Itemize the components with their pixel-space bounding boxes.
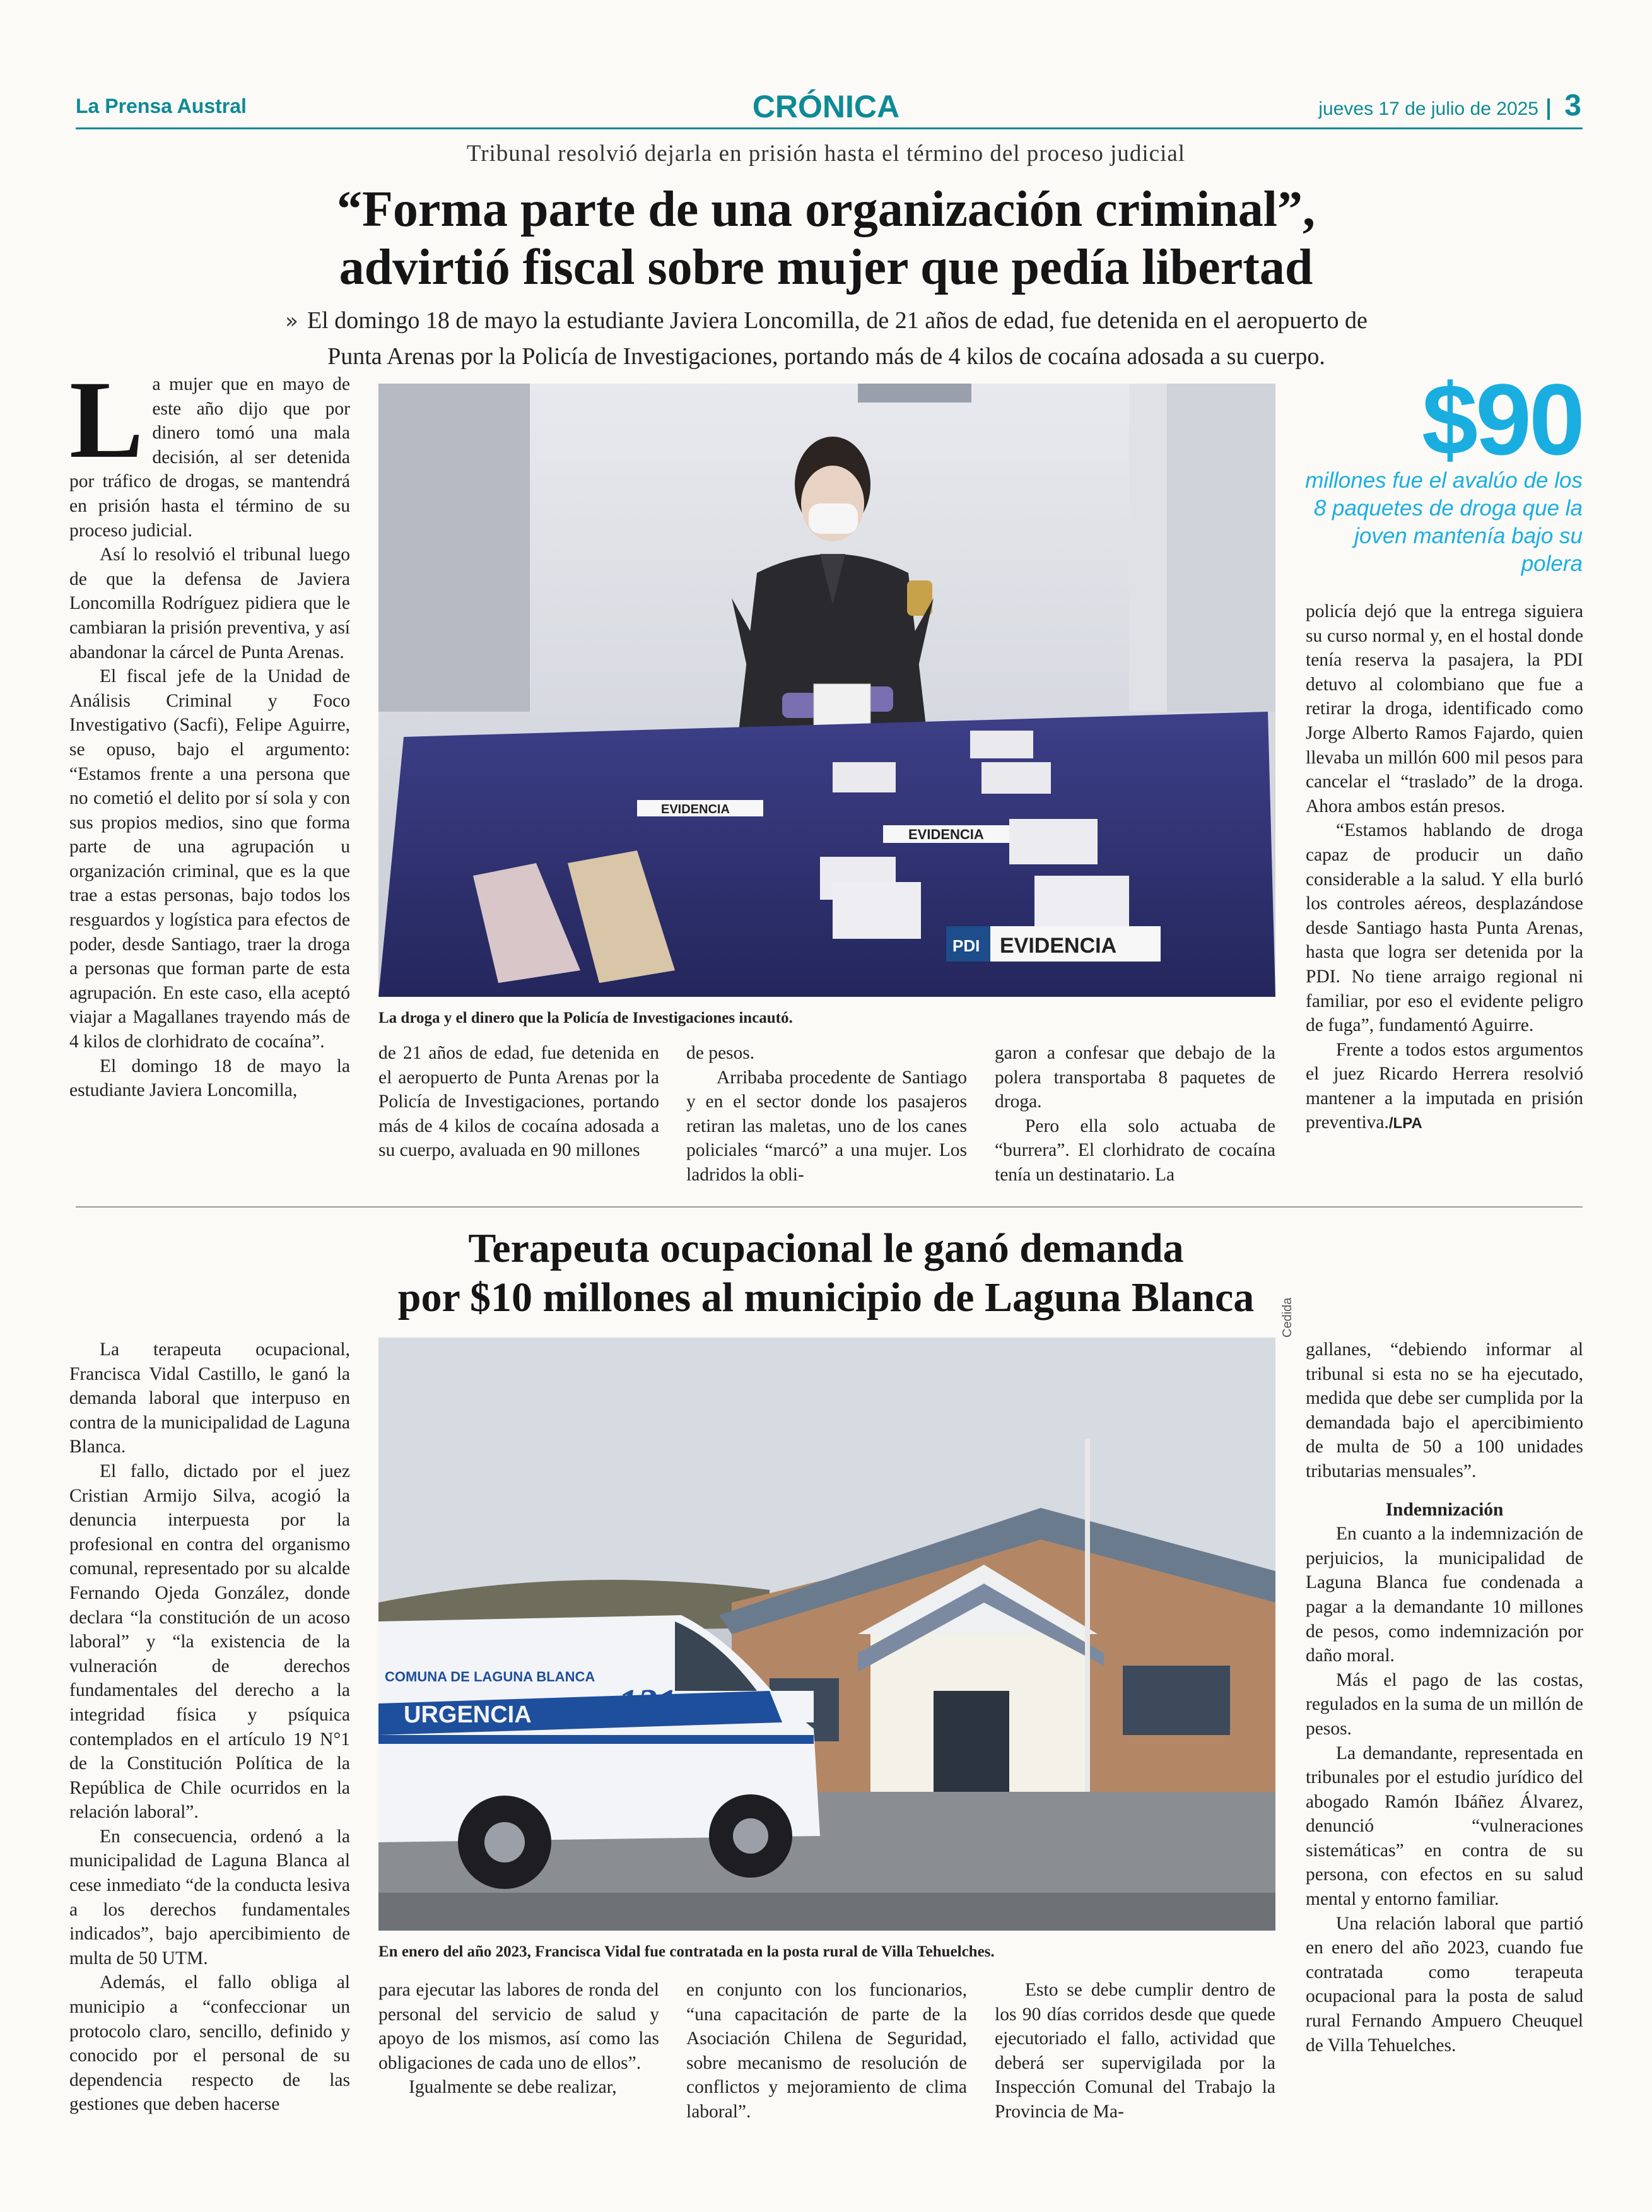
pull-figure-amount: $90 bbox=[1422, 363, 1583, 476]
story1-paragraph: “Estamos hablando de droga capaz de producir un daño considerable a la salud. Y ella burló los controles aéreos, desplazándose desde Santiago hasta Punta Arenas, hasta que logra ser detenida por la PDI. No tiene arraigo regional ni familiar, por eso el evidente peligro de fuga”, fundamentó Aguirre. bbox=[1306, 820, 1583, 1036]
story1-signature: /LPA bbox=[1388, 1115, 1422, 1132]
chevron-right-icon: » bbox=[285, 309, 298, 334]
story1-paragraph: policía dejó que la entrega siguiera su curso normal y, en el hostal donde tenía reserva la pasajera, la PDI detuvo al colombiano que fue a retirar la droga, identificado como Jorge Alberto Ramos Fajardo, quien llevaba un millón 600 mil pesos para cancelar el “traslado” de la droga. Ahora ambos están presos. bbox=[1306, 601, 1583, 816]
story1-paragraph: garon a confesar que debajo de la polera transportaba 8 paquetes de droga. bbox=[995, 1043, 1275, 1112]
page-number: 3 bbox=[1564, 89, 1581, 122]
story2-column-4 bbox=[995, 1978, 1275, 2124]
story2-subhead: Indemnización bbox=[1385, 1499, 1504, 1520]
story2-paragraph: Además, el fallo obliga al municipio a “confeccionar un protocolo claro, sencillo, definido y conocido por el personal de su dependencia respecto de las gestiones que deben hacerse bbox=[69, 1972, 350, 2115]
story1-paragraph: a mujer que en mayo de este año dijo que por dinero tomó una mala decisión, al ser detenida por tráfico de drogas, se mantendrá en prisión hasta el término de su proceso judicial. bbox=[69, 374, 350, 541]
story1-column-1 bbox=[69, 358, 350, 1103]
story1-paragraph: Frente a todos estos argumentos el juez Ricardo Herrera resolvió mantener a la imputada en prisión preventiva. bbox=[1306, 1039, 1583, 1133]
story1-paragraph: de 21 años de edad, fue detenida en el aeropuerto de Punta Arenas por la Policía de Investigaciones, portando más de 4 kilos de cocaína adosada a su cuerpo, avaluada en 90 millones bbox=[378, 1043, 659, 1161]
evidence-label-medium: EVIDENCIA bbox=[908, 827, 984, 842]
ambulance-number-text: 131 bbox=[618, 1682, 677, 1725]
story1-paragraph: El fiscal jefe de la Unidad de Análisis Criminal y Foco Investigativo (Sacfi), Felipe Aguirre, se opuso, bajo el argumento: “Estamos frente a una persona que no cometió el delito por sí sola y con sus propios medios, sino que forma parte de una agrupación u organización criminal, que es la que trae a estas personas, bajo todos los resguardos y logística para efectos de poder, desde Santiago, traer la droga a personas que forman parte de esta agrupación. En este caso, ella aceptó viajar a Magallanes trayendo más de 4 kilos de clorhidrato de cocaína”. bbox=[69, 666, 350, 1052]
story2-paragraph: En cuanto a la indemnización de perjuicios, la municipalidad de Laguna Blanca fue condenada a pagar a la demandante 10 millones de pesos, como indemnización por daño moral. bbox=[1306, 1524, 1583, 1666]
story1-column-3 bbox=[686, 1041, 967, 1187]
story2-column-3 bbox=[686, 1978, 967, 2124]
story2-paragraph: En consecuencia, ordenó a la municipalidad de Laguna Blanca al cese inmediato “de la conducta lesiva a los derechos fundamentales indicados”, bajo apercibimiento de multa de 50 UTM. bbox=[69, 1826, 350, 1968]
story1-headline-line2: advirtió fiscal sobre mujer que pedía libertad bbox=[339, 240, 1313, 295]
story-divider bbox=[76, 1206, 1583, 1208]
story2-paragraph: Igualmente se debe realizar, bbox=[409, 2077, 617, 2098]
story1-paragraph: Pero ella solo actuaba de “burrera”. El clorhidrato de cocaína tenía un destinatario. La bbox=[995, 1115, 1275, 1185]
story1-kicker: Tribunal resolvió dejarla en prisión hasta el término del proceso judicial bbox=[466, 141, 1186, 167]
story2-column-2 bbox=[378, 1978, 659, 2100]
ambulance-urgencia-text: URGENCIA bbox=[404, 1702, 532, 1728]
evidence-photo-illustration bbox=[378, 384, 1275, 997]
story1-column-4 bbox=[995, 1041, 1275, 1187]
story1-deck bbox=[170, 303, 1482, 374]
health-post-photo-illustration bbox=[378, 1338, 1275, 1931]
story2-headline-line2: por $10 millones al municipio de Laguna Blanca bbox=[397, 1274, 1255, 1321]
story2-paragraph: en conjunto con los funcionarios, “una capacitación de parte de la Asociación Chilena de Seguridad, sobre mecanismo de resolución de conflictos y mejoramiento de clima laboral”. bbox=[686, 1980, 967, 2122]
story2-paragraph: La demandante, representada en tribunales por el estudio jurídico del abogado Ramón Ibáñez Álvarez, denunció “vulneraciones sistemáticas” en contra de su persona, con efectos en su salud mental y entorno familiar. bbox=[1306, 1743, 1583, 1910]
photo-credit: Cedida bbox=[1280, 1297, 1294, 1338]
story2-paragraph: El fallo, dictado por el juez Cristian Armijo Silva, acogió la denuncia interpuesta por la profesional en contra del organismo comunal, representado por su alcalde Fernando Ojeda González, donde declara “la constitución de un acoso laboral” y “la existencia de la vulneración de derechos fundamentales del derecho a la integridad física y psíquica contemplados en el artículo 19 N°1 de la Constitución Política de la República de Chile ocurridos en la relación laboral”. bbox=[69, 1461, 350, 1823]
story2-photo-caption: En enero del año 2023, Francisca Vidal fue contratada en la posta rural de Villa Tehuelches. bbox=[378, 1943, 995, 1960]
story1-paragraph: Así lo resolvió el tribunal luego de que la defensa de Javiera Loncomilla Rodríguez pidiera que le cambiaran la prisión preventiva, y así abandonar la cárcel de Punta Arenas. bbox=[69, 544, 350, 662]
story2-headline-line1: Terapeuta ocupacional le ganó demanda bbox=[468, 1225, 1184, 1271]
story1-photo bbox=[378, 384, 1275, 997]
story2-paragraph: Una relación laboral que partió en enero del año 2023, cuando fue contratada como terapeuta ocupacional para la posta de salud rural Fernando Ampuero Cheuquel de Villa Tehuelches. bbox=[1306, 1913, 1583, 2056]
story1-deck-line2: Punta Arenas por la Policía de Investigaciones, portando más de 4 kilos de cocaína adosada a su cuerpo. bbox=[327, 343, 1325, 370]
story2-paragraph: para ejecutar las labores de ronda del personal del servicio de salud y apoyo de los mismos, así como las obligaciones de cada uno de ellos”. bbox=[378, 1980, 659, 2073]
evidence-label-small: EVIDENCIA bbox=[661, 803, 730, 816]
story1-column-5 bbox=[1306, 599, 1583, 1136]
story2-column-5 bbox=[1306, 1338, 1583, 2057]
story1-dropcap: L bbox=[69, 358, 144, 481]
newspaper-brand: La Prensa Austral bbox=[76, 95, 247, 117]
story1-headline bbox=[0, 180, 1652, 297]
story1-paragraph: El domingo 18 de mayo la estudiante Javiera Loncomilla, bbox=[69, 1056, 350, 1101]
story1-deck-line1: El domingo 18 de mayo la estudiante Javiera Loncomilla, de 21 años de edad, fue detenida en el aeropuerto de bbox=[307, 307, 1368, 334]
story1-paragraph: Arribaba procedente de Santiago y en el sector donde los pasajeros retiran las maletas, uno de los canes policiales “marcó” a una mujer. Los ladridos la obli- bbox=[686, 1067, 967, 1185]
story2-photo bbox=[378, 1338, 1275, 1931]
pull-figure-text: millones fue el avalúo de los 8 paquetes de droga que la joven mantenía bajo su polera bbox=[1305, 468, 1583, 576]
story2-paragraph: Esto se debe cumplir dentro de los 90 días corridos desde que quede ejecutoriado el fallo, actividad que deberá ser supervigilada por la Inspección Comunal del Trabajo la Provincia de Ma- bbox=[995, 1980, 1275, 2122]
section-title: CRÓNICA bbox=[752, 89, 900, 124]
story1-headline-line1: “Forma parte de una organización criminal”, bbox=[337, 182, 1315, 237]
story1-column-2 bbox=[378, 1041, 659, 1163]
ambulance-commune-text: COMUNA DE LAGUNA BLANCA bbox=[385, 1669, 595, 1685]
story2-paragraph: gallanes, “debiendo informar al tribunal si esta no se ha ejecutado, medida que debe ser cumplida por la demandada bajo el apercibimiento de multa de 50 a 100 unidades tributarias mensuales”. bbox=[1306, 1339, 1583, 1481]
story2-headline bbox=[0, 1224, 1652, 1322]
story1-paragraph: de pesos. bbox=[686, 1043, 755, 1063]
header-rule bbox=[76, 127, 1583, 129]
story2-paragraph: Más el pago de las costas, regulados en la suma de un millón de pesos. bbox=[1306, 1669, 1583, 1739]
publication-date: jueves 17 de julio de 2025 bbox=[1318, 98, 1550, 120]
pdi-label: PDI bbox=[952, 936, 980, 955]
evidence-label-large: EVIDENCIA bbox=[1000, 934, 1117, 958]
story1-photo-caption: La droga y el dinero que la Policía de Investigaciones incautó. bbox=[378, 1009, 793, 1027]
story2-column-1 bbox=[69, 1338, 350, 2117]
story2-paragraph: La terapeuta ocupacional, Francisca Vidal Castillo, le ganó la demanda laboral que interpuso en contra de la municipalidad de Laguna Blanca. bbox=[69, 1339, 350, 1457]
